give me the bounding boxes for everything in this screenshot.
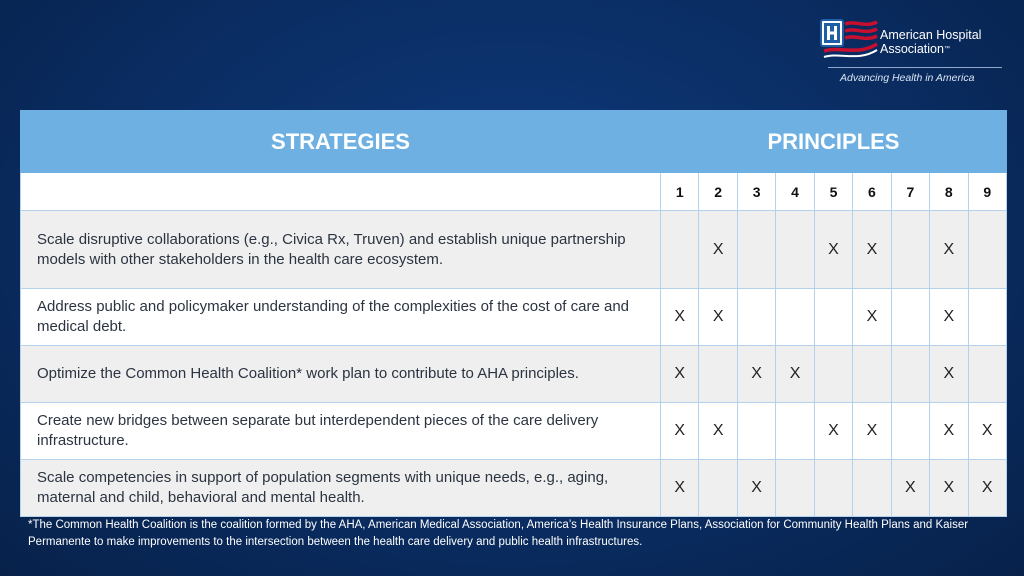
- logo-name-line2: Association: [880, 42, 944, 56]
- strategy-text: Optimize the Common Health Coalition* work plan to contribute to AHA principles.: [21, 346, 661, 403]
- logo-divider: [828, 67, 1002, 68]
- principle-mark: X: [930, 289, 968, 346]
- principle-number: 7: [891, 173, 929, 211]
- strategies-principles-table-container: [20, 110, 1006, 517]
- strategies-principles-table: [20, 110, 1007, 517]
- principle-mark: X: [930, 460, 968, 517]
- principle-mark: [737, 289, 775, 346]
- principle-mark: X: [737, 346, 775, 403]
- table-row: [21, 289, 1007, 346]
- principle-mark: [968, 289, 1006, 346]
- principle-mark: X: [853, 403, 891, 460]
- principle-number: 1: [661, 173, 699, 211]
- principle-number: 5: [814, 173, 852, 211]
- principle-mark: X: [891, 460, 929, 517]
- principle-mark: X: [968, 460, 1006, 517]
- principle-number: 6: [853, 173, 891, 211]
- principle-mark: [776, 211, 814, 289]
- principle-mark: [891, 346, 929, 403]
- principle-mark: X: [661, 346, 699, 403]
- principle-mark: [776, 460, 814, 517]
- principle-mark: [814, 346, 852, 403]
- principle-mark: X: [661, 289, 699, 346]
- table-row: [21, 346, 1007, 403]
- principle-mark: [776, 403, 814, 460]
- table-header-row: [21, 111, 1007, 173]
- table-body: [21, 173, 1007, 517]
- principle-numbers-row: [21, 173, 1007, 211]
- principle-mark: X: [814, 403, 852, 460]
- table-row: [21, 403, 1007, 460]
- principle-mark: X: [930, 403, 968, 460]
- principle-mark: [661, 211, 699, 289]
- principle-mark: X: [814, 211, 852, 289]
- principle-mark: X: [699, 289, 737, 346]
- principle-number: 2: [699, 173, 737, 211]
- principle-mark: [776, 289, 814, 346]
- principle-mark: [737, 403, 775, 460]
- principle-mark: X: [699, 211, 737, 289]
- table-row: [21, 211, 1007, 289]
- principle-mark: X: [853, 289, 891, 346]
- principle-mark: X: [699, 403, 737, 460]
- strategy-text: Scale disruptive collaborations (e.g., Civica Rx, Truven) and establish unique partnership models with other stakeholders in the health care ecosystem.: [21, 211, 661, 289]
- principle-mark: X: [661, 460, 699, 517]
- principle-mark: X: [930, 211, 968, 289]
- principle-mark: [699, 460, 737, 517]
- principle-mark: X: [930, 346, 968, 403]
- principle-number: 3: [737, 173, 775, 211]
- principle-mark: [968, 211, 1006, 289]
- principle-number: 8: [930, 173, 968, 211]
- table-row: [21, 460, 1007, 517]
- principle-mark: [814, 460, 852, 517]
- principle-number: 4: [776, 173, 814, 211]
- principle-mark: X: [737, 460, 775, 517]
- logo-trademark: ™: [943, 46, 950, 52]
- header-principles: PRINCIPLES: [661, 111, 1007, 173]
- principle-mark: [891, 211, 929, 289]
- principle-mark: X: [661, 403, 699, 460]
- principle-number: 9: [968, 173, 1006, 211]
- principle-mark: [891, 403, 929, 460]
- principle-mark: [699, 346, 737, 403]
- principle-mark: [814, 289, 852, 346]
- aha-flag-h-icon: [820, 18, 878, 60]
- strategy-text: Create new bridges between separate but interdependent pieces of the care delivery infrastructure.: [21, 403, 661, 460]
- principle-mark: [853, 346, 891, 403]
- strategy-text: Scale competencies in support of population segments with unique needs, e.g., aging, maternal and child, behavioral and mental health.: [21, 460, 661, 517]
- footnote: *The Common Health Coalition is the coalition formed by the AHA, American Medical Association, America’s Health Insurance Plans, Association for Community Health Plans and Kaiser Permanente to make improvements to the intersection between the health care delivery and public health infrastructures.: [28, 519, 969, 548]
- principle-mark: X: [853, 211, 891, 289]
- strategy-text: Address public and policymaker understanding of the complexities of the cost of care and medical debt.: [21, 289, 661, 346]
- principle-numbers-spacer: [21, 173, 661, 211]
- principle-mark: X: [968, 403, 1006, 460]
- principle-mark: [891, 289, 929, 346]
- principle-mark: [737, 211, 775, 289]
- logo-name-line1: American Hospital: [880, 28, 982, 42]
- logo-name: [880, 28, 981, 56]
- logo-tagline: Advancing Health in America: [840, 72, 975, 84]
- header-strategies: STRATEGIES: [21, 111, 661, 173]
- principle-mark: [853, 460, 891, 517]
- aha-logo: [818, 16, 1002, 86]
- principle-mark: [968, 346, 1006, 403]
- principle-mark: X: [776, 346, 814, 403]
